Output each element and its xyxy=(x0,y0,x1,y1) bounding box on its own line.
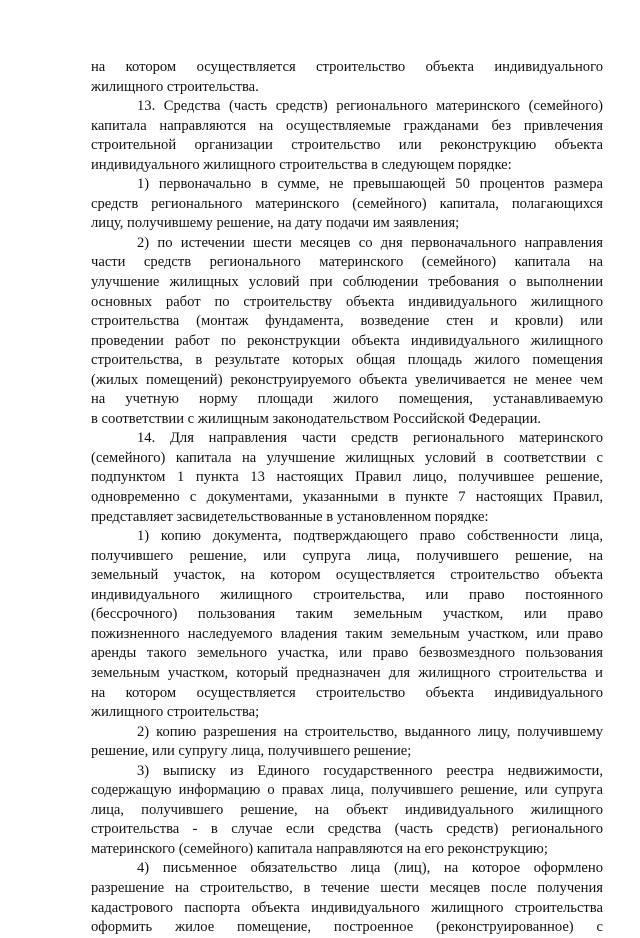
document-line: строительства - в случае если средства (часть средств) регионального xyxy=(91,821,603,838)
document-body xyxy=(91,58,603,938)
document-line: 4) письменное обязательство лица (лиц), на которое оформлено xyxy=(137,860,603,877)
document-line: индивидуального жилищного строительства в следующем порядке: xyxy=(91,156,512,173)
document-line: подпунктом 1 пункта 13 настоящих Правил лицо, получившее решение, xyxy=(91,469,603,486)
document-line: строительства (монтаж фундамента, возведение стен и кровли) или xyxy=(91,313,603,330)
document-line: материнского (семейного) капитала направляются на его реконструкцию; xyxy=(91,840,548,857)
document-line: индивидуального жилищного строительства, или право постоянного xyxy=(91,586,603,603)
document-line: аренды такого земельного участка, или право безвозмездного пользования xyxy=(91,645,603,662)
document-line: в соответствии с жилищным законодательством Российской Федерации. xyxy=(91,410,542,427)
document-line: на котором осуществляется строительство объекта индивидуального xyxy=(91,59,603,75)
document-line: на котором осуществляется строительство объекта индивидуального xyxy=(91,684,603,701)
document-line: 2) копию разрешения на строительство, выданного лицу, получившему xyxy=(137,723,603,740)
document-line: одновременно с документами, указанными в пункте 7 настоящих Правил, xyxy=(91,489,603,506)
document-line: получившего решение, или супруга лица, получившего решение, на xyxy=(91,547,603,564)
document-line: жилищного строительства. xyxy=(91,78,259,95)
document-line: 1) копию документа, подтверждающего право собственности лица, xyxy=(137,528,603,545)
document-line: капитала направляются на осуществляемые гражданами без привлечения xyxy=(91,117,603,134)
document-line: разрешение на строительство, в течение шести месяцев после получения xyxy=(91,879,603,896)
document-line: улучшение жилищных условий при соблюдении требования о выполнении xyxy=(91,274,603,291)
document-line: средств регионального материнского (семейного) капитала, полагающихся xyxy=(91,195,603,212)
document-line: земельным участком, который предназначен для жилищного строительства и xyxy=(91,664,603,681)
document-line: 2) по истечении шести месяцев со дня первоначального направления xyxy=(137,234,603,251)
document-line: пожизненного наследуемого владения таким земельным участком, или право xyxy=(91,625,603,642)
document-line: 3) выписку из Единого государственного реестра недвижимости, xyxy=(137,762,603,779)
document-line: проведении работ по реконструкции объекта индивидуального жилищного xyxy=(91,332,603,349)
document-line: содержащую информацию о правах лица, получившего решение, или супруга xyxy=(91,782,603,799)
document-line: 1) первоначально в сумме, не превышающей 50 процентов размера xyxy=(137,176,603,193)
document-line: (бессрочного) пользования таким земельным участком, или право xyxy=(91,606,603,623)
document-line: части средств регионального материнского (семейного) капитала на xyxy=(91,254,603,271)
document-line: представляет засвидетельствованные в установленном порядке: xyxy=(91,508,489,525)
document-line: строительной организации строительство или реконструкцию объекта xyxy=(91,137,603,154)
document-line: решение, или супругу лица, получившего решение; xyxy=(91,743,412,760)
document-line: (жилых помещений) реконструируемого объекта увеличивается не менее чем xyxy=(91,371,603,388)
document-line: 14. Для направления части средств регионального материнского xyxy=(137,430,603,447)
document-line: строительства, в результате которых общая площадь жилого помещения xyxy=(91,352,603,369)
document-line: 13. Средства (часть средств) регионального материнского (семейного) xyxy=(137,98,603,115)
document-line: оформить жилое помещение, построенное (реконструированное) с xyxy=(91,919,603,936)
document-line: (семейного) капитала на улучшение жилищных условий в соответствии с xyxy=(91,449,603,466)
document-line: лицу, получившему решение, на дату подачи им заявления; xyxy=(91,215,460,232)
document-line: земельный участок, на котором осуществляется строительство объекта xyxy=(91,567,603,584)
document-line: на учетную норму площади жилого помещения, устанавливаемую xyxy=(91,391,603,408)
document-line: кадастрового паспорта объекта индивидуального жилищного строительства xyxy=(91,899,603,916)
document-line: основных работ по строительству объекта индивидуального жилищного xyxy=(91,293,603,310)
document-line: жилищного строительства; xyxy=(91,704,260,721)
document-line: лица, получившего решение, на объект индивидуального жилищного xyxy=(91,801,603,818)
